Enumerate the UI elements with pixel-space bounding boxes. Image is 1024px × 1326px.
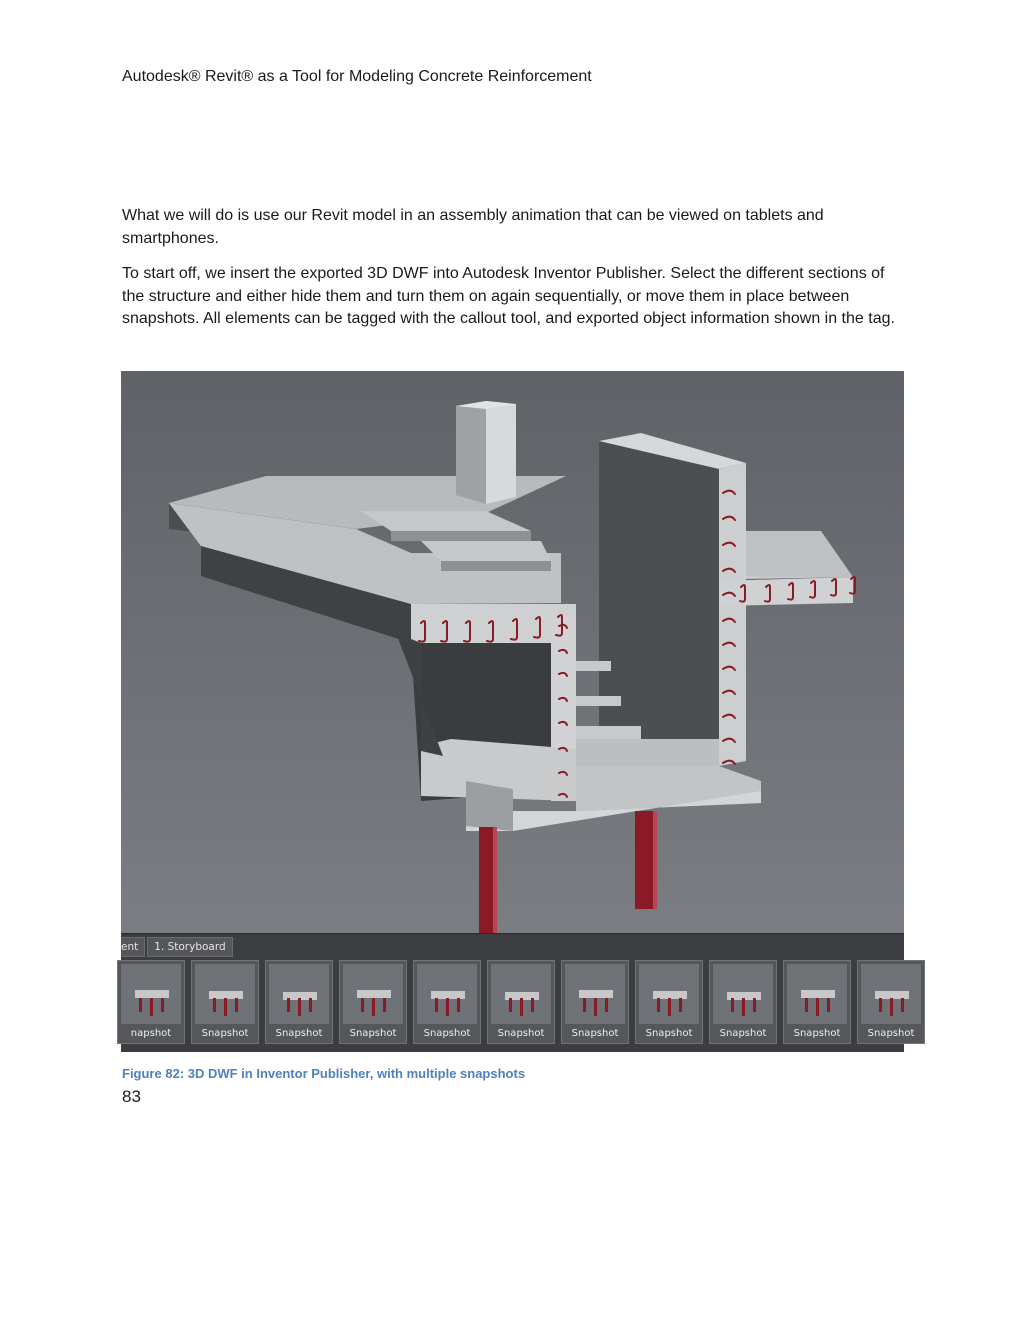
paragraph-intro: What we will do is use our Revit model in an assembly animation that can be viewed on tablets and smartphones.	[122, 207, 824, 247]
breadcrumb-item-root[interactable]: ent	[121, 937, 145, 957]
snapshot-label: Snapshot	[497, 1028, 545, 1039]
snapshot-thumbnail[interactable]	[857, 960, 925, 1044]
snapshot-preview-image	[121, 964, 181, 1024]
snapshot-thumbnail[interactable]	[709, 960, 777, 1044]
storyboard-panel	[121, 933, 915, 1052]
snapshot-thumbnail[interactable]	[191, 960, 259, 1044]
figure-caption: Figure 82: 3D DWF in Inventor Publisher, with multiple snapshots	[122, 1066, 526, 1081]
snapshot-preview-image	[343, 964, 403, 1024]
inventor-publisher-screenshot	[121, 371, 915, 1051]
page-number: 83	[122, 1087, 141, 1106]
snapshot-preview-image	[417, 964, 477, 1024]
snapshot-thumbnail[interactable]	[783, 960, 851, 1044]
3d-model-viewport[interactable]	[121, 371, 904, 933]
snapshot-preview-image	[639, 964, 699, 1024]
snapshot-preview-image	[861, 964, 921, 1024]
snapshot-label: Snapshot	[867, 1028, 915, 1039]
snapshot-preview-image	[491, 964, 551, 1024]
snapshot-thumbnail[interactable]	[265, 960, 333, 1044]
snapshot-thumbnail[interactable]	[339, 960, 407, 1044]
snapshot-preview-image	[195, 964, 255, 1024]
snapshot-label: Snapshot	[275, 1028, 323, 1039]
snapshot-label: Snapshot	[719, 1028, 767, 1039]
snapshot-label: Snapshot	[423, 1028, 471, 1039]
snapshot-label: Snapshot	[571, 1028, 619, 1039]
snapshot-label: napshot	[130, 1028, 172, 1039]
snapshot-label: Snapshot	[349, 1028, 397, 1039]
breadcrumb	[121, 937, 235, 957]
running-header: Autodesk® Revit® as a Tool for Modeling Concrete Reinforcement	[122, 68, 592, 85]
snapshot-thumbnail[interactable]	[117, 960, 185, 1044]
snapshot-label: Snapshot	[793, 1028, 841, 1039]
snapshot-thumbnail[interactable]	[561, 960, 629, 1044]
snapshot-label: Snapshot	[645, 1028, 693, 1039]
snapshot-thumbnail[interactable]	[413, 960, 481, 1044]
snapshot-thumbnail[interactable]	[635, 960, 703, 1044]
snapshot-preview-image	[269, 964, 329, 1024]
snapshot-thumbnail[interactable]	[487, 960, 555, 1044]
snapshot-preview-image	[713, 964, 773, 1024]
snapshot-strip	[117, 960, 931, 1044]
snapshot-label: Snapshot	[201, 1028, 249, 1039]
snapshot-preview-image	[565, 964, 625, 1024]
paragraph-procedure: To start off, we insert the exported 3D DWF into Autodesk Inventor Publisher. Select the different sections of the structure and either hide them and turn them on again sequentially, or move them in place between snapshots. All elements can be tagged with the callout tool, and exported object information shown in the tag.	[122, 265, 895, 327]
breadcrumb-item-storyboard[interactable]: 1. Storyboard	[147, 937, 232, 957]
snapshot-preview-image	[787, 964, 847, 1024]
